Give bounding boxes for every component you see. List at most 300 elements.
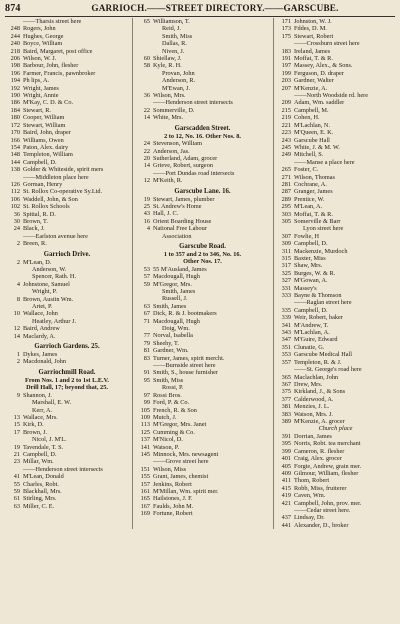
house-number: 192	[10, 84, 20, 92]
directory-entry	[135, 362, 270, 369]
directory-entry	[276, 440, 395, 447]
house-number: 58	[143, 62, 150, 70]
house-number: 173	[281, 25, 291, 33]
entry-text: Garscube Hall	[294, 136, 330, 144]
house-number: 161	[140, 487, 150, 495]
directory-subentry	[5, 266, 129, 273]
entry-text: Sutherland, Adam, grocer	[153, 154, 218, 162]
house-number: 333	[281, 292, 291, 300]
directory-entry	[276, 522, 395, 529]
entry-text: Anderson, W.	[32, 266, 67, 273]
house-number: 137	[140, 436, 150, 444]
house-number: 57	[143, 273, 150, 281]
house-number: 109	[140, 413, 150, 421]
directory-subentry	[135, 233, 270, 240]
directory-entry	[5, 259, 129, 266]
entry-text: M'Gowan, A.	[294, 277, 328, 285]
entry-text: Spencer, Rath. H.	[32, 273, 77, 281]
entry-text: Brown, J.	[23, 428, 48, 436]
house-number: 180	[10, 114, 20, 122]
directory-entry	[276, 448, 395, 455]
entry-text: M'Keith, R.	[153, 177, 183, 185]
entry-text: ——Burnside street here	[153, 362, 216, 370]
directory-entry	[5, 48, 129, 55]
entry-text: St. Andrew's Home	[153, 202, 202, 210]
house-number: 309	[281, 240, 291, 248]
house-number: 14	[13, 332, 20, 340]
house-number: 125	[140, 428, 150, 436]
house-number: 112	[10, 188, 20, 196]
entry-text: Wilson, Thomas	[294, 173, 335, 181]
house-number: 207	[281, 84, 291, 92]
directory-entry	[276, 18, 395, 25]
directory-entry	[135, 392, 270, 399]
entry-text: Dorrian, James	[294, 432, 332, 440]
house-number: 36	[13, 210, 20, 218]
entry-text: M'Lachlan, N.	[294, 121, 331, 129]
house-number: 13	[13, 413, 20, 421]
directory-entry	[276, 248, 395, 255]
house-number: 145	[140, 450, 150, 458]
entry-text: Dallas, R.	[162, 40, 187, 48]
entry-text: Somerville & Barr	[294, 217, 341, 225]
entry-text: Forgie, Andrew, grain mer.	[294, 462, 362, 470]
house-number: 141	[140, 443, 150, 451]
directory-entry	[5, 503, 129, 510]
house-number: 325	[281, 269, 291, 277]
entry-text: Shiellaw, J.	[153, 55, 182, 63]
directory-entry	[5, 225, 129, 232]
entry-text: Johnstone, Samuel	[23, 280, 70, 288]
directory-entry	[5, 414, 129, 421]
house-number	[5, 399, 23, 406]
directory-entry	[135, 481, 270, 488]
directory-entry	[5, 473, 129, 480]
directory-entry	[5, 137, 129, 144]
directory-entry	[276, 336, 395, 343]
directory-entry	[135, 218, 270, 225]
entry-text: Cumming & Co.	[153, 428, 195, 436]
directory-subentry	[5, 303, 129, 310]
directory-entry	[135, 369, 270, 376]
house-number: 223	[281, 129, 291, 137]
house-number: 409	[281, 469, 291, 477]
directory-entry	[276, 40, 395, 47]
entry-text: Craig, Alex. grocer	[294, 455, 342, 463]
directory-entry	[276, 433, 395, 440]
house-number: 23	[13, 458, 20, 466]
entry-text: Moffat, T. & R.	[294, 55, 333, 63]
entry-text: Heatley, Arthur J.	[32, 317, 77, 325]
entry-text: ——Earlston avenue here	[23, 232, 88, 240]
entry-text: Caven, Wm.	[294, 492, 326, 500]
directory-entry	[135, 451, 270, 458]
house-number	[135, 362, 153, 369]
house-number	[5, 174, 23, 181]
directory-subentry	[5, 407, 129, 414]
directory-entry	[5, 77, 129, 84]
directory-entry	[135, 340, 270, 347]
directory-entry	[5, 351, 129, 358]
directory-entry	[276, 314, 395, 321]
entry-text: Mutch, J.	[153, 413, 177, 421]
house-number: 22	[143, 147, 150, 155]
house-number: 9	[16, 391, 20, 399]
directory-entry	[135, 377, 270, 384]
directory-entry	[135, 444, 270, 451]
house-number: 17	[13, 428, 20, 436]
entry-text: Dykes, James	[23, 351, 58, 359]
directory-entry	[135, 473, 270, 480]
house-number: 113	[140, 421, 150, 429]
house-number: 221	[281, 121, 291, 129]
entry-text: Massey's	[294, 284, 317, 292]
directory-entry	[276, 359, 395, 366]
house-number: 4	[16, 280, 20, 288]
directory-entry	[276, 137, 395, 144]
entry-text: Stewart, R.	[23, 106, 51, 114]
house-number: 287	[281, 188, 291, 196]
entry-text: Foster, C.	[294, 166, 319, 174]
directory-entry	[276, 285, 395, 292]
directory-entry	[5, 458, 129, 465]
directory-entry	[5, 392, 129, 399]
entry-text: Smith, S., house furnisher	[153, 369, 218, 377]
house-number: 91	[143, 369, 150, 377]
entry-text: Charles, Robt.	[23, 480, 59, 488]
house-number: 197	[281, 62, 291, 70]
entry-text: Brown, Austin Wm.	[23, 295, 74, 303]
column-1	[5, 18, 129, 529]
entry-text: Waddell, John, & Son	[23, 195, 78, 203]
entry-text: M'Gregor, Mrs.	[153, 280, 192, 288]
directory-subentry	[5, 318, 129, 325]
directory-entry	[276, 262, 395, 269]
directory-entry	[5, 196, 129, 203]
entry-text: M'Kenzie, A.	[294, 84, 328, 92]
house-number: 183	[281, 47, 291, 55]
house-number: 305	[281, 217, 291, 225]
entry-text: St. Rollox Schools	[23, 203, 70, 211]
entry-text: Bayne & Thomson	[294, 292, 342, 300]
directory-subentry	[276, 225, 395, 232]
directory-entry	[5, 429, 129, 436]
entry-text: Wilson, W. J.	[23, 55, 57, 63]
house-number	[135, 25, 153, 32]
street-numbering-note: 2 to 12, No. 16. Other Nos. 8.	[164, 132, 241, 140]
house-number: 97	[143, 391, 150, 399]
directory-entry	[135, 177, 270, 184]
house-number: 186	[10, 99, 20, 107]
entry-text: Anderson, Jas.	[153, 147, 190, 155]
house-number: 99	[143, 399, 150, 407]
house-number: 203	[281, 77, 291, 85]
house-number: 157	[140, 480, 150, 488]
house-number	[135, 325, 153, 332]
house-number: 95	[143, 376, 150, 384]
entry-text: Moffat, T. & R.	[294, 210, 333, 218]
house-number: 295	[281, 203, 291, 211]
house-number: 437	[281, 514, 291, 522]
entry-text: Miller, C. E.	[23, 502, 55, 510]
directory-entry	[5, 451, 129, 458]
directory-entry	[276, 233, 395, 240]
entry-text: Clunatie, G.	[294, 343, 325, 351]
directory-entry	[5, 144, 129, 151]
house-number	[5, 318, 23, 325]
house-number	[5, 407, 23, 414]
entry-text: ——Henderson street intersects	[153, 99, 233, 107]
directory-entry	[135, 281, 270, 288]
entry-text: Golder & Whiteside, spirit mers	[23, 166, 104, 174]
house-number: 12	[143, 177, 150, 185]
entry-text: Williamson, T.	[153, 18, 190, 25]
directory-entry	[5, 421, 129, 428]
entry-text: Stevenson, William	[153, 140, 202, 148]
directory-entry	[135, 273, 270, 280]
entry-text: Stewart, William	[23, 121, 66, 129]
directory-entry	[135, 148, 270, 155]
entry-text: Templeton, R. & J.	[294, 358, 342, 366]
entry-text: Williams, Owen	[23, 136, 64, 144]
entry-text: Russell, J.	[162, 295, 188, 303]
directory-entry	[276, 151, 395, 158]
entry-text: ——Henderson street intersects	[23, 465, 103, 473]
house-number: 415	[281, 484, 291, 492]
house-number: 126	[10, 180, 20, 188]
directory-entry	[135, 355, 270, 362]
house-number: 215	[281, 106, 291, 114]
entry-text: Tavendale, T. S.	[23, 443, 64, 451]
entry-text: Shannon, J.	[23, 391, 52, 399]
directory-subentry	[5, 436, 129, 443]
directory-subentry	[5, 273, 129, 280]
house-number: 151	[140, 465, 150, 473]
entry-text: Watson, P.	[153, 443, 180, 451]
directory-entry	[5, 122, 129, 129]
directory-subentry	[135, 70, 270, 77]
entry-text: Rogers, John	[23, 25, 56, 33]
directory-entry	[135, 225, 270, 232]
directory-entry	[276, 403, 395, 410]
house-number: 106	[10, 195, 20, 203]
house-number	[5, 466, 23, 473]
directory-entry	[5, 296, 129, 303]
entry-text: White, Mrs.	[153, 114, 184, 122]
entry-text: Macdougall, Hugh	[153, 317, 200, 325]
house-number	[135, 85, 153, 92]
directory-entry	[276, 25, 395, 32]
entry-text: Baxter, Miss	[294, 255, 326, 262]
entry-text: Millar, Wm.	[23, 458, 54, 466]
entry-text: Niven, J.	[162, 47, 185, 55]
directory-entry	[276, 114, 395, 121]
entry-text: Smith, James	[162, 288, 196, 295]
entry-text: Ford, P. & Co.	[153, 399, 190, 407]
entry-text: Gilmour, William, flesher	[294, 469, 359, 477]
entry-text: Wright, P.	[32, 288, 57, 296]
directory-entry	[276, 48, 395, 55]
house-number	[135, 170, 153, 177]
house-number: 357	[281, 358, 291, 366]
entry-text: M'Ewan, J.	[162, 84, 191, 92]
house-number: 249	[281, 151, 291, 159]
directory-entry	[276, 514, 395, 521]
house-number	[135, 295, 153, 302]
house-number: 307	[281, 232, 291, 240]
entry-text: Weir, Robert, baker	[294, 314, 343, 322]
directory-entry	[276, 411, 395, 418]
house-number: 41	[13, 473, 20, 481]
house-number: 25	[143, 202, 150, 210]
entry-text: Spittal, R. D.	[23, 210, 56, 218]
directory-entry	[135, 196, 270, 203]
directory-entry	[5, 240, 129, 247]
running-title: GARRIOCH.——STREET DIRECTORY.——GARSCUBE.	[91, 3, 339, 13]
entry-text: Cooper, William	[23, 114, 65, 122]
directory-entry	[135, 399, 270, 406]
directory-entry	[5, 18, 129, 25]
directory-entry	[276, 159, 395, 166]
entry-text: Macdonald, John	[23, 358, 67, 366]
house-number: 395	[281, 440, 291, 448]
directory-entry	[135, 92, 270, 99]
house-number	[135, 233, 153, 240]
house-number	[276, 159, 294, 166]
entry-text: Hughes, George	[23, 32, 64, 40]
house-number: 196	[10, 69, 20, 77]
house-number: 289	[281, 195, 291, 203]
entry-text: Jenkins, Robert	[153, 480, 192, 488]
house-number	[135, 77, 153, 84]
house-number: 199	[281, 69, 291, 77]
entry-text: Gardner, Wm.	[153, 347, 189, 355]
house-number: 20	[143, 154, 150, 162]
entry-text: Norris, Robt. tea merchant	[294, 440, 361, 448]
directory-entry	[135, 466, 270, 473]
directory-subentry	[135, 40, 270, 47]
house-number: 59	[143, 280, 150, 288]
house-number: 144	[10, 158, 20, 166]
directory-entry	[276, 62, 395, 69]
house-number	[135, 288, 153, 295]
house-number: 169	[140, 510, 150, 518]
entry-text: Campbell, D.	[23, 158, 57, 166]
directory-entry	[276, 388, 395, 395]
directory-entry	[276, 203, 395, 210]
directory-entry	[276, 122, 395, 129]
entry-text: Provan, John	[162, 69, 195, 77]
house-number	[5, 273, 23, 280]
house-number: 244	[10, 32, 20, 40]
entry-text: Maclardy, A.	[23, 332, 56, 340]
entry-text: ——Grove street here	[153, 458, 209, 466]
house-number: 421	[281, 499, 291, 507]
entry-text: Kirk, D.	[23, 421, 44, 429]
directory-entry	[5, 70, 129, 77]
entry-text: ——Cedar street here.	[294, 507, 351, 514]
entry-text: M'Gregor, Mrs. Janet	[153, 421, 207, 429]
entry-text: Lindsay, Dr.	[294, 514, 325, 522]
entry-text: M'Lean, A.	[294, 203, 323, 211]
directory-entry	[276, 33, 395, 40]
directory-entry	[5, 174, 129, 181]
directory-entry	[276, 485, 395, 492]
entry-text: Rossi, P.	[162, 384, 184, 392]
house-number	[135, 458, 153, 465]
house-number: 248	[10, 25, 20, 33]
directory-entry	[135, 488, 270, 495]
house-number: 2	[16, 258, 20, 266]
house-number: 165	[140, 495, 150, 503]
directory-entry	[5, 55, 129, 62]
house-number: 4	[146, 225, 150, 233]
directory-entry	[5, 188, 129, 195]
entry-text: Campbell, M.	[294, 106, 329, 114]
directory-entry	[5, 358, 129, 365]
directory-entry	[276, 99, 395, 106]
directory-entry	[5, 62, 129, 69]
entry-text: Grieve, Robert, surgeon	[153, 162, 213, 170]
house-number: 102	[10, 203, 20, 211]
entry-text: M'Lachlan, A.	[294, 329, 330, 337]
house-number: 391	[281, 432, 291, 440]
house-number: 381	[281, 403, 291, 411]
entry-text: Baird, Andrew	[23, 325, 60, 333]
house-number: 389	[281, 417, 291, 425]
directory-entry	[5, 92, 129, 99]
house-number: 401	[281, 455, 291, 463]
house-number: 377	[281, 395, 291, 403]
page-header	[5, 3, 395, 17]
entry-text: Ferguson, D. draper	[294, 69, 344, 77]
house-number: 191	[281, 55, 291, 63]
directory-entry	[276, 181, 395, 188]
entry-text: Templeton, William	[23, 151, 73, 159]
entry-text: Stewart, James, plumber	[153, 195, 215, 203]
house-number: 43	[143, 210, 150, 218]
directory-entry	[5, 466, 129, 473]
directory-entry	[276, 381, 395, 388]
entry-text: Wilson, Mrs.	[153, 92, 186, 100]
house-number: 1	[16, 351, 20, 359]
house-number: 175	[281, 32, 291, 40]
entry-text: Wallace, Mrs.	[23, 413, 58, 421]
entry-text: Granger, James	[294, 188, 333, 196]
entry-text: Robb, Miss, fruiterer	[294, 484, 347, 492]
house-number: 24	[13, 225, 20, 233]
directory-entry	[135, 18, 270, 25]
entry-text: Black, J.	[23, 225, 45, 233]
entry-text: Stirling, Mrs.	[23, 495, 57, 503]
entry-text: Gardner, Walter	[294, 77, 334, 85]
directory-entry	[276, 374, 395, 381]
house-number: 60	[143, 55, 150, 63]
entry-text: Ireland, James	[294, 47, 331, 55]
entry-text: Alexander, D., broker	[294, 521, 349, 529]
entry-text: Nicol, J. M'L.	[32, 436, 67, 444]
house-number: 317	[281, 262, 291, 270]
entry-text: Marshall, E. W.	[32, 399, 72, 407]
entry-text: Kirkland, J., & Sons	[294, 388, 346, 396]
directory-entry	[135, 266, 270, 273]
entry-text: Thom, Robert	[294, 477, 330, 485]
entry-text: Lyon street here	[303, 225, 344, 233]
house-number	[276, 299, 294, 306]
house-number: 154	[10, 143, 20, 151]
street-heading: Garrioch Gardens. 25.	[34, 343, 100, 351]
directory-entry	[135, 414, 270, 421]
